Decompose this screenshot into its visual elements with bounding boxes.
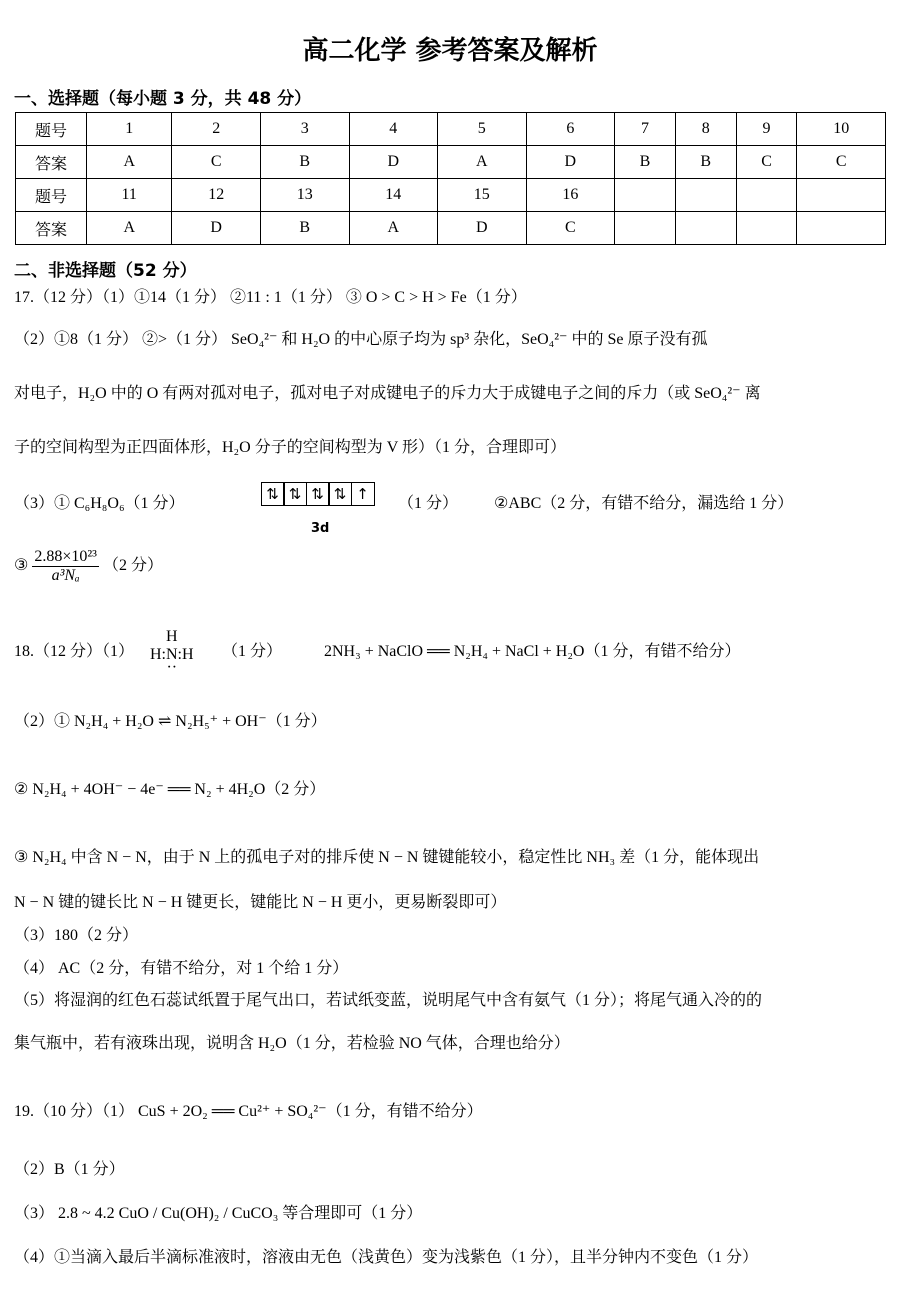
q17-line-2: （2）①8（1 分） ②>（1 分） SeO₄²⁻ 和 H₂O 的中心原子均为 sp³ 杂化，SeO₄²⁻ 中的 Se 原子没有孤 (14, 331, 708, 348)
table-cell: 答案 (16, 146, 87, 179)
q17-line-1: 17.（12 分）（1）①14（1 分） ②11 : 1（1 分） ③ O > C > H > Fe（1 分） (14, 289, 527, 306)
answer-table (15, 112, 886, 245)
table-cell: 15 (438, 179, 527, 212)
density-fraction (32, 548, 99, 585)
table-cell (797, 212, 886, 245)
q17-line-6 (14, 548, 163, 585)
table-cell: 3 (260, 113, 349, 146)
table-cell: 12 (172, 179, 261, 212)
table-cell: B (260, 212, 349, 245)
table-cell: 1 (87, 113, 172, 146)
q18-equation-1: 2NH₃ + NaClO ══ N₂H₄ + NaCl + H₂O（1 分，有错不给分） (324, 643, 741, 660)
table-row (16, 146, 886, 179)
q17-line-4: 子的空间构型为正四面体形，H₂O 分子的空间构型为 V 形）（1 分，合理即可） (14, 439, 566, 456)
table-cell: 答案 (16, 212, 87, 245)
q19-line-3: （3） 2.8 ~ 4.2 CuO / Cu(OH)₂ / CuCO₃ 等合理即可（1 分） (14, 1205, 423, 1222)
page-title: 高二化学 参考答案及解析 (302, 36, 598, 66)
table-cell: A (87, 212, 172, 245)
table-cell (675, 212, 736, 245)
q17-part3-choice: ②ABC（2 分，有错不给分，漏选给 1 分） (494, 495, 794, 512)
fraction-numerator: 2.88×10²³ (34, 548, 97, 565)
table-cell: 8 (675, 113, 736, 146)
q18-line-5: N − N 键的键长比 N − H 键更长，键能比 N − H 更小，更易断裂即可） (14, 894, 507, 911)
table-cell: B (615, 146, 676, 179)
table-cell: A (438, 146, 527, 179)
table-cell (797, 179, 886, 212)
table-cell (736, 179, 797, 212)
table-cell: D (438, 212, 527, 245)
q18-line-2: （2）① N₂H₄ + H₂O ⇌ N₂H₅⁺ + OH⁻（1 分） (14, 713, 327, 730)
table-cell (615, 179, 676, 212)
table-row (16, 113, 886, 146)
lewis-bottom: ·· (166, 659, 178, 676)
table-cell: C (526, 212, 615, 245)
q17-part3-prefix: ③ (14, 557, 29, 575)
table-cell: 13 (260, 179, 349, 212)
orbital-box: ⇅ (328, 482, 352, 506)
table-cell: 16 (526, 179, 615, 212)
q19-line-1: 19.（10 分）（1） CuS + 2O₂ ══ Cu²⁺ + SO₄²⁻（1 分，有错不给分） (14, 1103, 483, 1120)
q18-line-7: （4） AC（2 分，有错不给分，对 1 个给 1 分） (14, 960, 349, 977)
q18-score-1: （1 分） (222, 643, 283, 660)
orbital-diagram (262, 482, 375, 506)
orbital-box: ⇅ (261, 482, 285, 506)
table-row (16, 212, 886, 245)
table-cell: B (260, 146, 349, 179)
orbital-box: ⇅ (306, 482, 330, 506)
q18-line-3: ② N₂H₄ + 4OH⁻ − 4e⁻ ══ N₂ + 4H₂O（2 分） (14, 781, 326, 798)
q17-orbital-score: （1 分） (398, 495, 459, 512)
orbital-box: ⇅ (283, 482, 307, 506)
table-cell: 题号 (16, 179, 87, 212)
table-cell: D (349, 146, 438, 179)
table-cell: 6 (526, 113, 615, 146)
section-heading-nonchoice: 二、非选择题（52 分） (14, 261, 197, 281)
q18-line-4: ③ N₂H₄ 中含 N − N，由于 N 上的孤电子对的排斥使 N − N 键键能较小，稳定性比 NH₃ 差（1 分，能体现出 (14, 849, 760, 866)
table-row (16, 179, 886, 212)
table-cell: 9 (736, 113, 797, 146)
table-cell: 10 (797, 113, 886, 146)
table-cell: 4 (349, 113, 438, 146)
fraction-denominator: a³Nₐ (51, 567, 80, 584)
section-heading-choice: 一、选择题（每小题 3 分，共 48 分） (14, 89, 312, 109)
lewis-top: H (166, 628, 178, 645)
q19-line-4: （4）①当滴入最后半滴标准液时，溶液由无色（浅黄色）变为浅紫色（1 分），且半分钟内不变色（1 分） (14, 1249, 759, 1266)
table-cell (615, 212, 676, 245)
q17-line-3: 对电子，H₂O 中的 O 有两对孤对电子，孤对电子对成键电子的斥力大于成键电子之间的斥力（或 SeO₄²⁻ 离 (14, 385, 761, 402)
table-cell: 7 (615, 113, 676, 146)
q18-line-6: （3）180（2 分） (14, 927, 139, 944)
table-cell (675, 179, 736, 212)
lewis-structure (150, 628, 194, 676)
table-cell: B (675, 146, 736, 179)
table-cell: A (87, 146, 172, 179)
table-cell: 5 (438, 113, 527, 146)
table-cell: D (172, 212, 261, 245)
orbital-label: 3d (311, 521, 330, 536)
table-cell (736, 212, 797, 245)
q18-line-8: （5）将湿润的红色石蕊试纸置于尾气出口，若试纸变蓝，说明尾气中含有氨气（1 分）；将尾气通入冷的的 (14, 992, 763, 1009)
q18-line-9: 集气瓶中，若有液珠出现，说明含 H₂O（1 分，若检验 NO 气体，合理也给分） (14, 1035, 570, 1052)
q18-line-1: 18.（12 分）（1） (14, 643, 135, 660)
lewis-middle: H:N:H (150, 646, 194, 663)
q19-line-2: （2）B（1 分） (14, 1161, 125, 1178)
q17-part3-score: （2 分） (102, 557, 163, 575)
table-cell: C (736, 146, 797, 179)
table-cell: D (526, 146, 615, 179)
table-cell: C (797, 146, 886, 179)
q17-part3-formula: （3）① C₆H₈O₆（1 分） (14, 495, 185, 512)
orbital-box: ↑ (351, 482, 375, 506)
table-cell: A (349, 212, 438, 245)
table-cell: 11 (87, 179, 172, 212)
q17-line-5 (14, 494, 185, 514)
table-cell: 14 (349, 179, 438, 212)
table-cell: C (172, 146, 261, 179)
table-cell: 题号 (16, 113, 87, 146)
table-cell: 2 (172, 113, 261, 146)
